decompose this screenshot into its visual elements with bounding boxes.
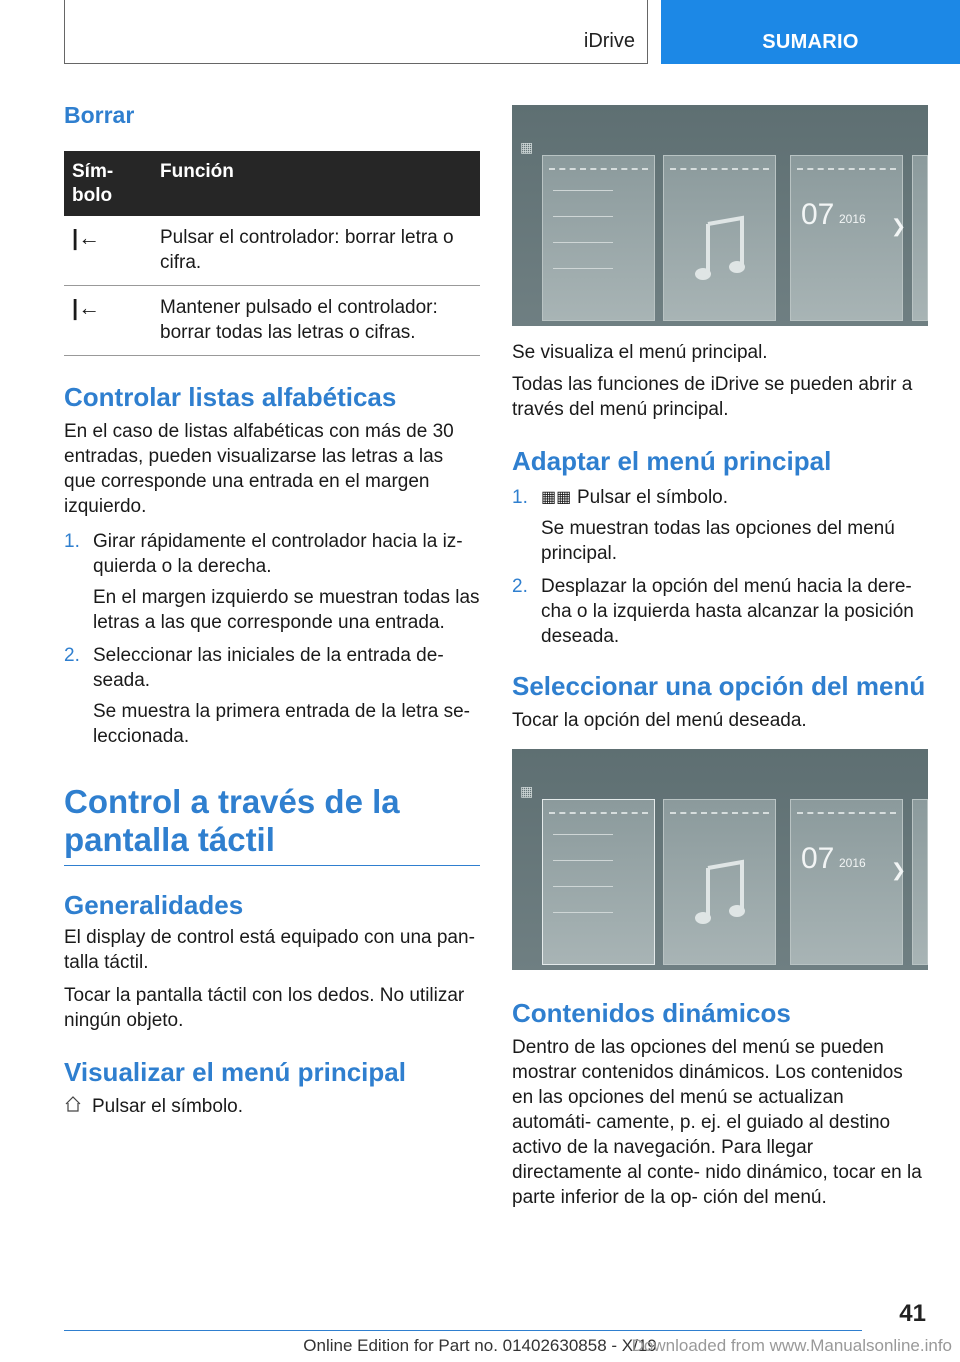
tile-partial[interactable] <box>912 799 928 965</box>
list-item <box>64 529 480 635</box>
summary-button[interactable]: SUMARIO <box>661 0 960 64</box>
step-text: Pulsar el símbolo. <box>577 487 729 508</box>
backspace-arrow-icon: |← <box>64 286 152 356</box>
adapt-steps <box>512 485 928 649</box>
step-number: 2. <box>512 576 528 597</box>
alpha-text: En el caso de listas alfabéticas con más de 30 entradas, pueden visualizarse las letras a las que corresponde una entrada en el margen izquierdo. <box>64 421 454 517</box>
menu-adapt-icon: ▦▦ <box>541 489 572 506</box>
home-icon <box>64 1095 92 1118</box>
caption-2: Todas las funciones de iDrive se pueden abrir a través del menú principal. <box>512 374 913 420</box>
tile-media[interactable] <box>663 799 776 965</box>
tile-vehicle[interactable] <box>542 155 655 321</box>
function-cell: Pulsar el controlador: borrar letra o cifra. <box>152 216 480 286</box>
mainmenu-text: Pulsar el símbolo. <box>92 1096 244 1117</box>
touch-heading: Control a través de la pantalla táctil <box>64 783 480 866</box>
menu-adapt-icon: ▦ <box>520 783 534 799</box>
right-column-bottom <box>512 998 928 1210</box>
step-sub: Se muestran todas las opciones del menú principal. <box>541 518 895 564</box>
menu-adapt-icon: ▦ <box>520 139 534 155</box>
select-heading: Seleccionar una opción del menú <box>512 671 926 701</box>
tile-digits: 07 <box>801 842 835 875</box>
left-column <box>64 102 480 1119</box>
step-number: 1. <box>64 531 80 552</box>
mainmenu-heading: Visualizar el menú principal <box>64 1057 406 1087</box>
list-item <box>512 574 928 649</box>
general-p2: Tocar la pantalla táctil con los dedos. No utilizar ningún objeto. <box>64 985 465 1031</box>
adapt-heading: Adaptar el menú principal <box>512 446 832 476</box>
alpha-steps <box>64 529 480 749</box>
step-number: 1. <box>512 487 528 508</box>
step-text: Desplazar la opción del menú hacia la dere‐ cha o la izquierda hasta alcanzar la posición deseada. <box>541 576 914 647</box>
footer-divider <box>64 1330 862 1331</box>
select-text: Tocar la opción del menú deseada. <box>512 710 807 731</box>
col-symbol-header: Sím‐ bolo <box>64 151 152 216</box>
tile-vehicle[interactable] <box>542 799 655 965</box>
step-text: Girar rápidamente el controlador hacia la iz‐ quierda o la derecha. <box>93 531 463 577</box>
list-item <box>512 485 928 566</box>
caption-1: Se visualiza el menú principal. <box>512 342 768 363</box>
idrive-screenshot-1 <box>512 105 928 326</box>
step-number: 2. <box>64 645 80 666</box>
step-sub: Se muestra la primera entrada de la letra se‐ leccionada. <box>93 701 471 747</box>
tile-partial[interactable] <box>912 155 928 321</box>
edition-text: Online Edition for Part no. 01402630858 - X/19 <box>303 1336 657 1355</box>
dynamic-heading: Contenidos dinámicos <box>512 998 791 1028</box>
dynamic-text: Dentro de las opciones del menú se pueden mostrar contenidos dinámicos. Los contenidos en las opciones del menú se actualizan automáti‐ camente, p. ej. el guiado al destino activo de la navegación. Para llegar directamente al conte‐ nido dinámico, tocar en la parte inferior de la op‐ ción del menú. <box>512 1037 922 1208</box>
section-title: iDrive <box>583 30 635 52</box>
general-p1: El display de control está equipado con una pan‐ talla táctil. <box>64 927 475 973</box>
general-heading: Generalidades <box>64 890 244 920</box>
chevron-right-icon[interactable]: ❯ <box>891 860 907 880</box>
function-cell: Mantener pulsado el controlador: borrar todas las letras o cifras. <box>152 286 480 356</box>
tile-year: 2016 <box>839 212 866 226</box>
tile-year: 2016 <box>839 856 866 870</box>
step-sub: En el margen izquierdo se muestran todas las letras a las que corresponde una entrada. <box>93 587 480 633</box>
watermark: Downloaded from www.Manualsonline.info <box>631 1336 952 1355</box>
idrive-screenshot-2 <box>512 749 928 970</box>
header-box <box>64 0 648 64</box>
step-text: Seleccionar las iniciales de la entrada de‐ seada. <box>93 645 444 691</box>
page-number: 41 <box>899 1300 926 1327</box>
table-row <box>64 286 480 356</box>
table-row <box>64 216 480 286</box>
backspace-arrow-icon: |← <box>64 216 152 286</box>
alpha-heading: Controlar listas alfabéticas <box>64 382 397 412</box>
symbol-table <box>64 151 480 356</box>
col-function-header: Función <box>152 151 480 216</box>
chevron-right-icon[interactable]: ❯ <box>891 216 907 236</box>
tile-media[interactable] <box>663 155 776 321</box>
tile-digits: 07 <box>801 198 835 231</box>
tile-phone[interactable] <box>790 799 907 965</box>
borrar-heading: Borrar <box>64 102 135 128</box>
mainmenu-instruction <box>64 1094 480 1119</box>
tile-phone[interactable] <box>790 155 907 321</box>
list-item <box>64 643 480 749</box>
right-column <box>512 340 928 733</box>
